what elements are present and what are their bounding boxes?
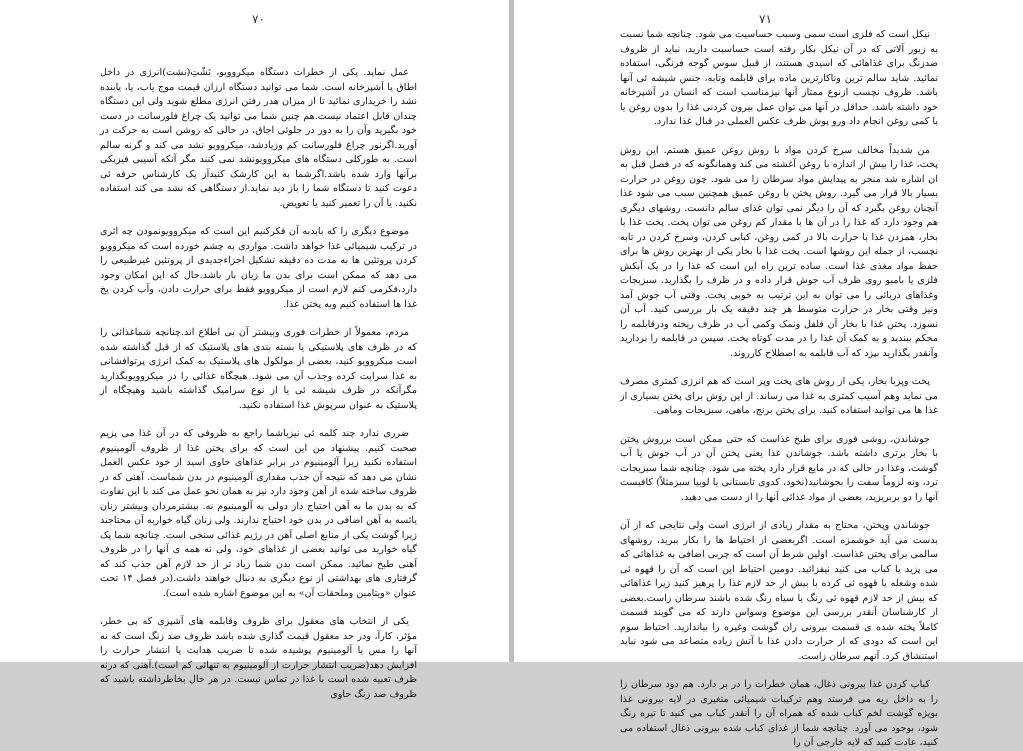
paragraph: نیکل است که فلزی است سمی وسبب حساسیت می شود. چنانچه شما نسبت به زیور آلاتی که در آن نیکل بکار رفته است حساسیت دارید، نباید از ظروف ضدزنگ برای غذاهائی که اسیدی هستند، از قبیل سوس گوجه فرنگی، استفاده نمائید. شاید سالم ترین وناکارترین ماده برای قابلمه وتابه، جنس شیشه ئی آنها باشد. ظروف نچسب ازنوع ممتاز آنها نیزمناسب است که انسان در آشپزخانه خود داشته باشد. حداقل در آنها می توان عمل بیرون کردنی غذا را بدون روغن یا با کمی روغن انجام داد ورو پوش ظرف عکس العملی در قبال غذا ندارد. <box>620 29 938 127</box>
paragraph: مردم، معمولاً از خطرات فوری وبیشتر آن بی اطلاع اند.چنانچه شماغذائی را که در ظرف های پلاستیکی یا بسته بندی های پلاستیک که از قبل گذاشته شده است میکروویو کنید، بعضی از مولکول های پلاستیک به کمک انرژی پرتوافشانی به غذا سرایت کرده وجذب آن می شود. هیچگاه غذائی را در میکروویوبگذارید مگرآنکه در ظرف شیشه ئی یا از نوع سرامیک گذاشته باشید وهیچگاه از پلاستیک به عنوان سرپوش غذا استفاده نکنید. <box>100 327 417 411</box>
paragraph: پخت وپزبا بخار، یکی از روش های پخت وپز است که هم انرژی کمتری مصرف می نماید وهم آسیب کمتری به غذا می رساند. از این روش برای پختن بسیاری از غذا ها می توانید استفاده کنید. برای پختن برنج، ماهی، سبزیجات وماهی. <box>620 376 938 416</box>
paragraph: جوشاندن، روشی فوری برای طبخ غذاست که حتی ممکن است برروش پختن با بخار برتری داشته باشد. جوشاندن غذا یعنی پختن آن در آب جوش یا آب گوشت، وغذا در حالی که در مایع قرار دارد پخته می شود. چنانچه شما سبزیجات ترد، ونه لزوماً سفت را بجوشانید(نخود، کدوی تابستانی یا لوبیا سبزمثلاً) کافیست آنها را دو بربریزید، بعضی از مواد غذائی آنها را از دست می دهید. <box>620 433 938 503</box>
right-page <box>514 0 1023 748</box>
body-text <box>620 28 938 751</box>
paragraph: جوشاندن وپختن، محتاج به مقدار زیادی از انرژی است ولی نتایجی که از آن بدست می آید خوشمزه است. اگربعضی از احتیاط ها را بکار ببرید، روشهای سالمی برای پختن غذاست. اولین شرط آن است که چربی اضافی به غذاهائی که می پزید یا کباب می کنید نیفزائید. دومین احتیاط این است که آن را قهوه ئی شده وشعله یا قهوه ئی کرده با بیش از حد لازم غذا را پرهیز کنید زیرا غذاهائی که بیش از حد لازم قهوه ئی رنگ یا سیاه رنگ شده باشند سرطان زاست.بعضی از کارشناسان آنقدر بررسی این موضوع وسواس دارند که می گویند قسمت کاملاً پخته شده ی قسمت بیرونی ران گوشت وغیره را بیاندازید. احتیاط سوم این است که دودی که از حرارت دادن غذا با آتش زیاده متصاعد می شود نباید استنشاق کرد. آنهم سرطان زاست. <box>620 520 938 662</box>
paragraph: من شدیداً مخالف سرخ کردن مواد با روش روغن عمیق هستم. این روش پخت، غذا را بیش از اندازه با روغن آغشته می کند وهمانگونه که در فصل قبل به ان اشاره شد منجر به پیدایش مواد سرطان زا می شود. چون روغن در حرارت بسیار بالا قرار می گیرد. روش پختن با روغن عمیق همچنین سبب می شود غذا آنچنان روغن بگیرد که آن را دیگر نمی توان غذای سالم دانست. روشهای دیگری هم وجود دارد که غذا را در آن ها با مقدار کم روغن می توان پخت. پخت غذا با بخار، همزدن غذا با حرارت بالا در کمی روغن، کبابی کردن، وسرخ کردن در تابه نچسب، از جمله این روشها است. پخت غذا با بخار یکی از بهترین روش ها برای حفظ مواد مغذی غذا است. ساده ترین راه این است که غذا را در یک آبکش فلزی یا بامبو روی ظرف آب جوش قرار داده و در ظرف را بگذارید. سبزیجات وغذاهای دریائی را می توان به این ترتیب به خوبی پخت. وقتی آب جوش آمد ونیز وقتی بخار در حرارت متوسط هر چند دقیقه یک بار بررسی کنید. آب آن نسوزد. پختن غذا با بخار آن فلفل ونمک وکمی آب در ظرف ریخته ودرقابلمه را محکم ببندید و به کمک آن غذا را در مدت کوتاه پخت. سپس در قابلمه را بردارید وآنقدر بگذارید بپزد که آب قابلمه به اصطلاح کارروند. <box>620 144 938 359</box>
body-text <box>100 66 417 702</box>
left-page <box>0 0 509 700</box>
paragraph: عمل نماید. یکی از خطرات دستگاه میکروویو، نَشْتِ(نشت)انرژی در داخل اطاق یا آشپزخانه است. شما می توانید دستگاه ارزان قیمت موج یاب، یا، یابنده نشد را خریداری نمائید تا از میزان هدر رفتن انرژی مطلع شوید ولی این دستگاه چندان قابل اعتماد نیست.هم چنین شما می توانید یک چراغ فلورسانت در دست خود بگیرید وآن را به دور در جلوئی اجاق، در حالی که روشن است به حرکت در آورید.اگرنور چراغ فلورسانت کم وزیادشد، میکروویو نشد می کند و گرنه سالم است. به طورکلی دستگاه های میکروویونشد نمی کنند مگر آنکه آسیبی فیزیکی برآنها وارد شده باشد.اگرشما به این کارشک کنیدآز یک کارشناس حرفه ئی دعوت کنید تا دستگاه شما را باز دید نماید.از دستگاهی که نشد می کند استفاده نکنید. یا آن را تعمیر کنید یا تعویض. <box>100 67 417 209</box>
paragraph: ضرری ندارد چند کلمه ئی نیزباشما راجع به ظروفی که در آن غذا می پزیم صحبت کنیم. پیشنهاد من این است که برای پختن غذا از ظروف آلومینیوم استفاده نکنید زیرا آلومینیوم در برابر غذاهای حاوی اسید از خود عکس العمل نشان می دهد که نتیجه آن جذب مقداری آلومینیوم در بدن شماست. آهنی که در ظروف ساخته شده از آهن وجود دارد نیز به همان نحو عمل می کند با این تفاوت که به بدن ما به آهن احتیاج دار دولی به آلومینیوم نه. بیشترمردان وبیشتر زنان یائسه به آهن اضافی در بدن خود احتیاج ندارند. ولی زنان گیاه خواربه آن محتاجند زیرا گوشت یکی از منابع اصلی آهن در رژیم غذائی سنجی است. چنانچه شما یک گیاه خوارید می توانید بعضی از غذاهای خود، ولی نه همه ی آنها را در ظروف آهنی طبخ نمائید. ممکن است بدن شما زیاد تر از حد لازم آهن جذب کند که گرفتاری های بهداشتی از نوع دیگری به دنبال خواهند داشت.(در فصل ۱۴ تحت عنوان «ویتامین وملحقات آن» به این موضوع اشاره شده است). <box>100 428 417 599</box>
paragraph: یکی از انتخاب های معقول برای ظروف وقابلمه های آشپزی که بی خطر، مؤثر، کارآ، ودر حد معقول قیمت گذاری شده باشد ظروف ضد زنگ است که نه آنها را مس یا آلومینیوم پوشیده شده تا ضریب هدایت یا انتشار حرارت را افزایش دهد(ضریب انتشار حرارت از آلومینیوم به تنهائی کم است).آهنی که درنه ظرف تعبیه شده است با غذا در تماس نیست. در هر حال بخاطرداشته باشید که ظروف ضد زنگ حاوی <box>100 616 417 700</box>
page-number: ۷۰ <box>252 12 265 26</box>
page-number: ۷۱ <box>759 12 772 26</box>
paragraph: کباب کردن غذا بیرونی ذغال، همان خطرات را در بر دارد. هم دود سرطان زا را به داخل ریه می فرستد وهم ترکیبات شیمیائی متغیری در لایه بیرونی غذا بویژه گوشت لخم کباب شده که همراه آن را آنقدر کباب می کنید تا تیره رنگ شود، بوجود می آورد. چنانچه شما از غذای کباب شده بیرونی ذغال استفاده می کنید، عادت کنید که لایه خارجی آن را <box>620 679 938 748</box>
paragraph: موضوع دیگری را که بایدبه آن فکرکنیم این است که میکروویونمودن چه اثری در ترکیب شیمیائی غذا خواهد داشت. مواردی به چشم خورده است که میکروویو کردن پروتئین ها به مدت ده دقیقه تشکیل اجزاءجدیدی از پروتئین غیرطبیعی را می دهد که ممکن است برای بدن ما زیان بار باشد.حال که این امکان وجود دارد،فکرمی کنم لازم است از میکروویو فقط برای حرارت دادن، وآب کردن یخ غذا ها استفاده کنیم وبه پختن غذا. <box>100 226 417 310</box>
